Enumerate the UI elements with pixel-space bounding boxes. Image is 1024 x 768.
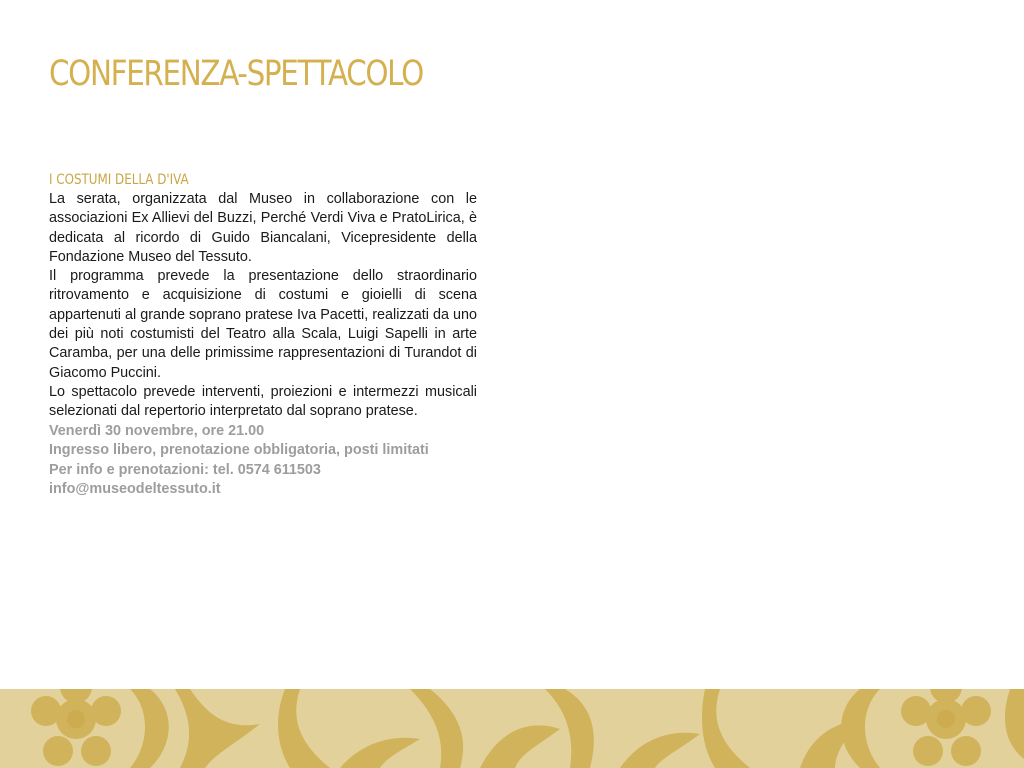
- paragraph: Lo spettacolo prevede interventi, proiezioni e intermezzi musicali selezionati dal repertorio interpretato dal soprano pratese.: [49, 383, 477, 420]
- footer-decoration: [0, 689, 1024, 768]
- article-body: [49, 190, 477, 422]
- page-title: CONFERENZA-SPETTACOLO: [49, 54, 423, 94]
- article-subtitle: I COSTUMI DELLA D'IVA: [49, 172, 189, 188]
- article: [49, 170, 477, 500]
- event-email: info@museodeltessuto.it: [49, 481, 221, 498]
- paragraph: Il programma prevede la presentazione dello straordinario ritrovamento e acquisizione di costumi e gioielli di scena appartenuti al grande soprano pratese Iva Pacetti, realizzati da uno dei più noti costumisti del Teatro alla Scala, Luigi Sapelli in arte Caramba, per una delle primissime rappresentazioni di Turandot di Giacomo Puccini.: [49, 268, 477, 381]
- event-info: [49, 422, 477, 500]
- floral-pattern-icon: [0, 689, 1024, 768]
- event-entry: Ingresso libero, prenotazione obbligatoria, posti limitati: [49, 442, 429, 459]
- paragraph: La serata, organizzata dal Museo in collaborazione con le associazioni Ex Allievi del Buzzi, Perché Verdi Viva e PratoLirica, è dedicata al ricordo di Guido Biancalani, Vicepresidente della Fondazione Museo del Tessuto.: [49, 191, 477, 265]
- event-contact: Per info e prenotazioni: tel. 0574 611503: [49, 461, 321, 478]
- event-date: Venerdì 30 novembre, ore 21.00: [49, 422, 265, 439]
